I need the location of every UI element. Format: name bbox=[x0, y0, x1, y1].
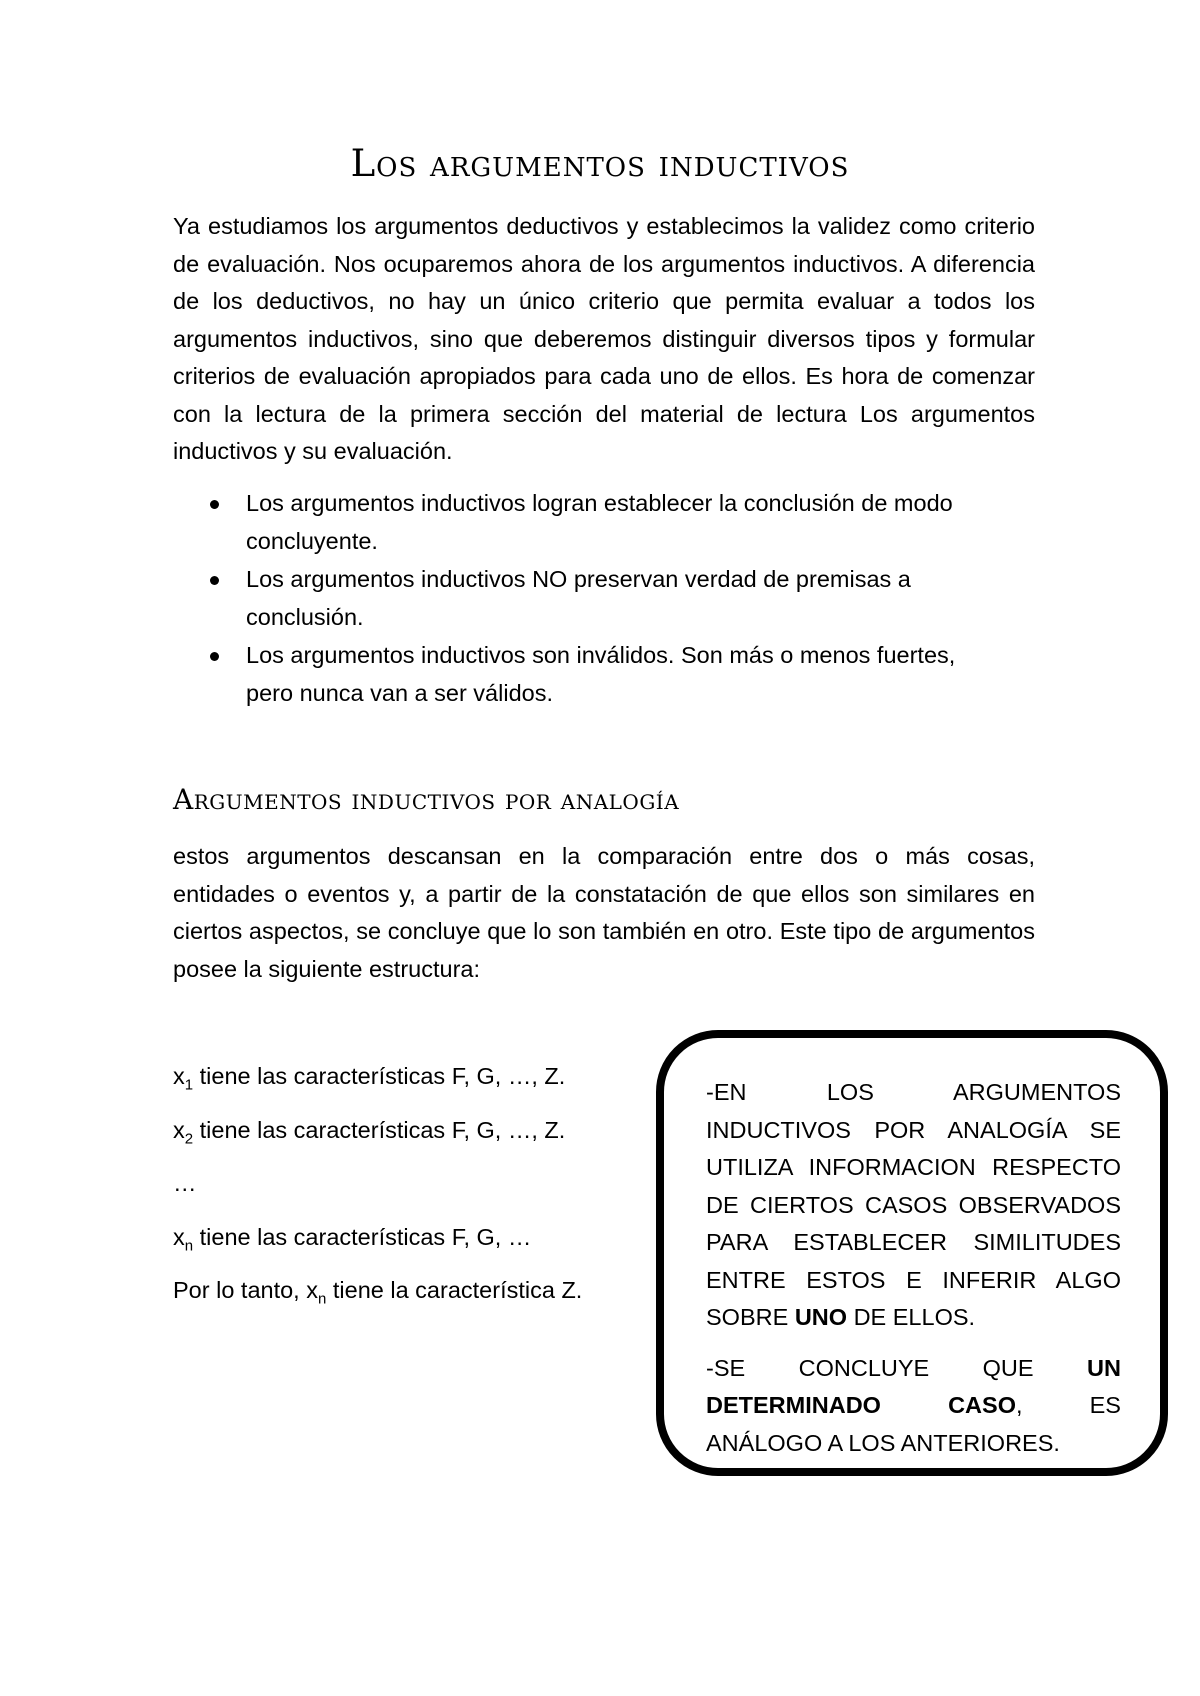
premise-line-1: $x_1$ tiene las características F, G, …, Z. bbox=[173, 1063, 566, 1094]
callout-box bbox=[656, 1030, 1168, 1476]
callout-paragraph-2: -SE CONCLUYE QUE UN DETERMINADO CASO, ES ANÁLOGO A LOS ANTERIORES. bbox=[706, 1354, 1121, 1456]
analogy-paragraph: estos argumentos descansan en la comparación entre dos o más cosas, entidades o eventos y, a partir de la constatación de que ellos son similares en ciertos aspectos, se concluye que lo son también en otro. Este tipo de argumentos posee la siguiente estructura: bbox=[173, 843, 1035, 982]
section-heading: Argumentos inductivos por analogía bbox=[173, 783, 680, 816]
list-item bbox=[173, 637, 1035, 712]
bullet-text: Los argumentos inductivos logran establecer la conclusión de modo concluyente. bbox=[246, 490, 953, 554]
bullet-text: Los argumentos inductivos NO preservan verdad de premisas a conclusión. bbox=[246, 566, 911, 630]
bullet-icon bbox=[210, 576, 219, 585]
intro-paragraph: Ya estudiamos los argumentos deductivos y establecimos la validez como criterio de evaluación. Nos ocuparemos ahora de los argumentos inductivos. A diferencia de los deductivos, no hay un único criterio que permita evaluar a todos los argumentos inductivos, sino que deberemos distinguir diversos tipos y formular criterios de evaluación apropiados para cada uno de ellos. Es hora de comenzar con la lectura de la primera sección del material de lectura Los argumentos inductivos y su evaluación. bbox=[173, 213, 1035, 464]
bullet-text: Los argumentos inductivos son inválidos. Son más o menos fuertes, pero nunca van a ser válidos. bbox=[246, 642, 956, 706]
premise-line-n: $x_n$ tiene las características F, G, … bbox=[173, 1223, 532, 1255]
list-item bbox=[173, 485, 1035, 560]
bullet-icon bbox=[210, 652, 219, 661]
conclusion-line: Por lo tanto, $x_n$ tiene la característica Z. bbox=[173, 1277, 583, 1308]
list-item bbox=[173, 561, 1035, 636]
page-title: Los argumentos inductivos bbox=[350, 142, 850, 185]
callout-paragraph-1: -EN LOS ARGUMENTOS INDUCTIVOS POR ANALOGÍA SE UTILIZA INFORMACION RESPECTO DE CIERTOS CASOS OBSERVADOS PARA ESTABLECER SIMILITUDES ENTRE ESTOS E INFERIR ALGO SOBRE UNO DE ELLOS. bbox=[706, 1079, 1121, 1330]
premise-line-2: $x_2$ tiene las características F, G, …, Z. bbox=[173, 1116, 566, 1148]
premise-ellipsis: … bbox=[173, 1170, 197, 1196]
callout-text bbox=[706, 1074, 1121, 1462]
argument-structure bbox=[173, 1058, 643, 1326]
bullet-list bbox=[173, 485, 1035, 713]
bullet-icon bbox=[210, 500, 219, 509]
